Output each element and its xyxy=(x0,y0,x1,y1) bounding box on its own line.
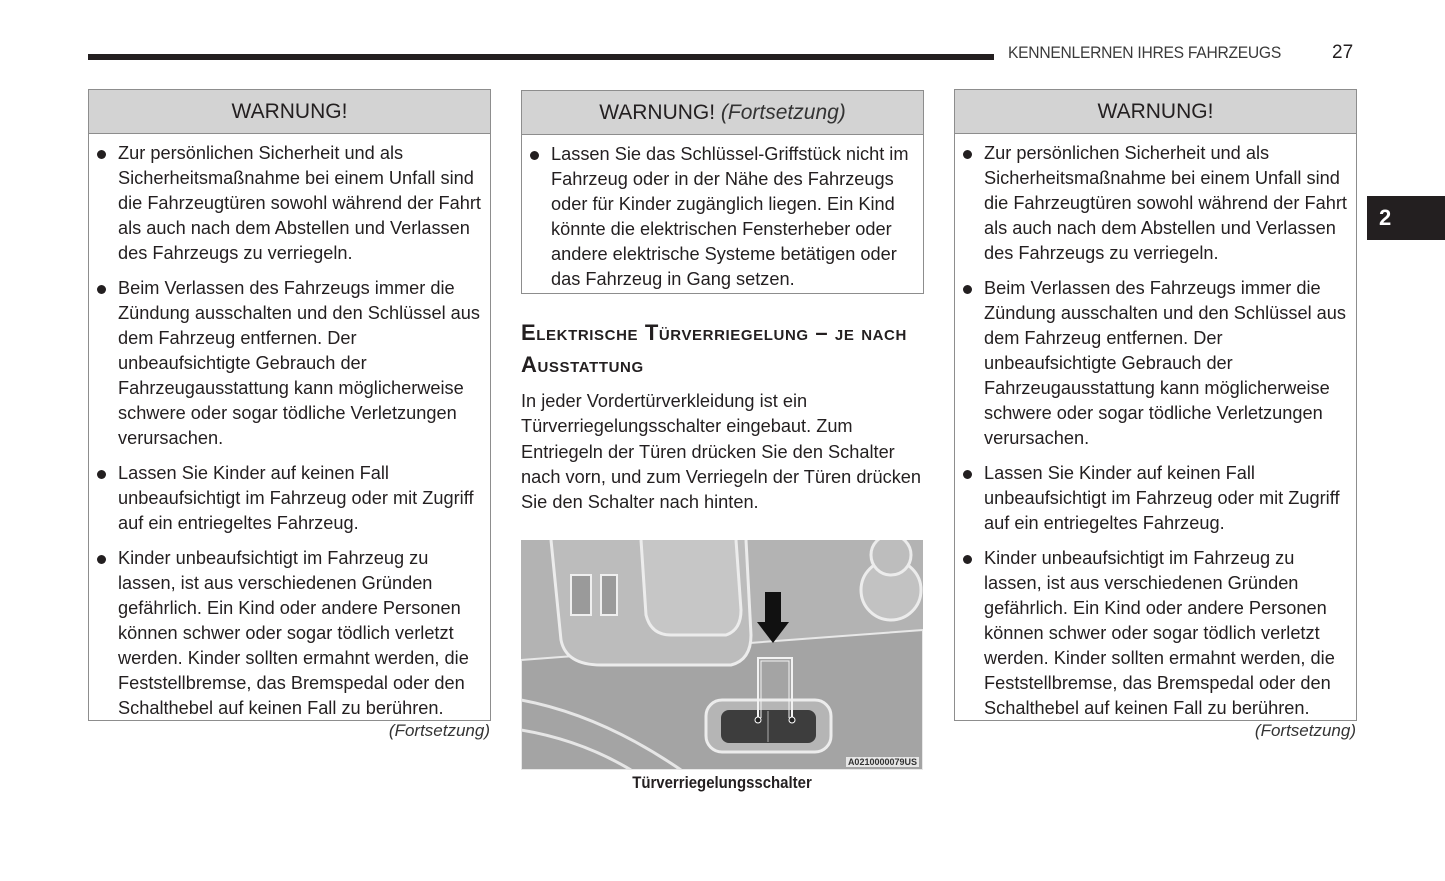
warning-list xyxy=(89,134,490,735)
bullet-icon xyxy=(97,470,106,479)
chapter-tab: 2 xyxy=(1367,196,1445,240)
warning-item: Kinder unbeaufsichtigt im Fahrzeug zu lassen, ist aus verschiedenen Gründen gefährlich. Ein Kind oder andere Personen können schwer oder sogar tödlich verletzt werden. Kinder sollten ermahnt werden, die Feststellbremse, das Bremspedal oder den Schalthebel auf keinen Fall zu berühren. xyxy=(963,546,1348,721)
bullet-icon xyxy=(97,285,106,294)
section-body: In jeder Vordertürverkleidung ist ein Türverriegelungsschalter eingebaut. Zum Entriegeln der Türen drücken Sie den Schalter nach vorn, und zum Verriegeln der Türen drücken Sie den Schalter nach hinten. xyxy=(521,391,922,513)
warning-item: Lassen Sie Kinder auf keinen Fall unbeaufsichtigt im Fahrzeug oder mit Zugriff auf ein entriegeltes Fahrzeug. xyxy=(963,461,1348,536)
warning-item: Lassen Sie das Schlüssel-Griffstück nicht im Fahrzeug oder in der Nähe des Fahrzeugs oder für Kinder zugänglich liegen. Ein Kind könnte die elektrischen Fensterheber oder andere elektrische Systeme betätigen oder das Fahrzeug in Gang setzen. xyxy=(530,142,915,292)
bullet-icon xyxy=(530,151,539,160)
warning-title: WARNUNG! xyxy=(89,90,490,134)
warning-item: Beim Verlassen des Fahrzeugs immer die Zündung ausschalten und den Schlüssel aus dem Fahrzeug entfernen. Der unbeaufsichtigte Gebrauch der Fahrzeugausstattung kann möglicherweise schwere oder sogar tödliche Verletzungen verursachen. xyxy=(97,276,482,451)
page-number: 27 xyxy=(1332,42,1354,63)
warning-item: Kinder unbeaufsichtigt im Fahrzeug zu lassen, ist aus verschiedenen Gründen gefährlich. Ein Kind oder andere Personen können schwer oder sogar tödlich verletzt werden. Kinder sollten ermahnt werden, die Feststellbremse, das Bremspedal oder den Schalthebel auf keinen Fall zu berühren. xyxy=(97,546,482,721)
warning-list xyxy=(522,135,923,306)
continued-note-right: (Fortsetzung) xyxy=(1254,721,1356,740)
warning-item: Beim Verlassen des Fahrzeugs immer die Zündung ausschalten und den Schlüssel aus dem Fahrzeug entfernen. Der unbeaufsichtigte Gebrauch der Fahrzeugausstattung kann möglicherweise schwere oder sogar tödliche Verletzungen verursachen. xyxy=(963,276,1348,451)
bullet-icon xyxy=(97,150,106,159)
door-panel-illustration xyxy=(521,540,923,770)
warning-title: WARNUNG! xyxy=(955,90,1356,134)
warning-box-left xyxy=(88,89,491,721)
bullet-icon xyxy=(963,470,972,479)
bullet-icon xyxy=(963,150,972,159)
warning-item: Zur persönlichen Sicherheit und als Sicherheitsmaßnahme bei einem Unfall sind die Fahrzeugtüren sowohl während der Fahrt als auch nach dem Abstellen und Verlassen des Fahrzeugs zu verriegeln. xyxy=(97,141,482,266)
running-header-title: KENNENLERNEN IHRES FAHRZEUGS xyxy=(1008,43,1281,62)
warning-box-middle xyxy=(521,90,924,294)
door-lock-switch-figure xyxy=(521,540,923,770)
figure-code: A0210000079US xyxy=(847,757,917,767)
header-rule xyxy=(88,54,994,60)
continued-note-left: (Fortsetzung) xyxy=(388,721,490,740)
figure-caption: Türverriegelungsschalter xyxy=(632,773,812,792)
bullet-icon xyxy=(963,285,972,294)
bullet-icon xyxy=(963,555,972,564)
warning-box-right xyxy=(954,89,1357,721)
warning-list xyxy=(955,134,1356,735)
warning-title: WARNUNG! (Fortsetzung) xyxy=(522,91,923,135)
section-heading: Elektrische Türverriegelung – je nach Ausstattung xyxy=(521,320,907,377)
bullet-icon xyxy=(97,555,106,564)
warning-title-suffix: (Fortsetzung) xyxy=(720,101,846,124)
warning-item: Zur persönlichen Sicherheit und als Sicherheitsmaßnahme bei einem Unfall sind die Fahrzeugtüren sowohl während der Fahrt als auch nach dem Abstellen und Verlassen des Fahrzeugs zu verriegeln. xyxy=(963,141,1348,266)
warning-item: Lassen Sie Kinder auf keinen Fall unbeaufsichtigt im Fahrzeug oder mit Zugriff auf ein entriegeltes Fahrzeug. xyxy=(97,461,482,536)
